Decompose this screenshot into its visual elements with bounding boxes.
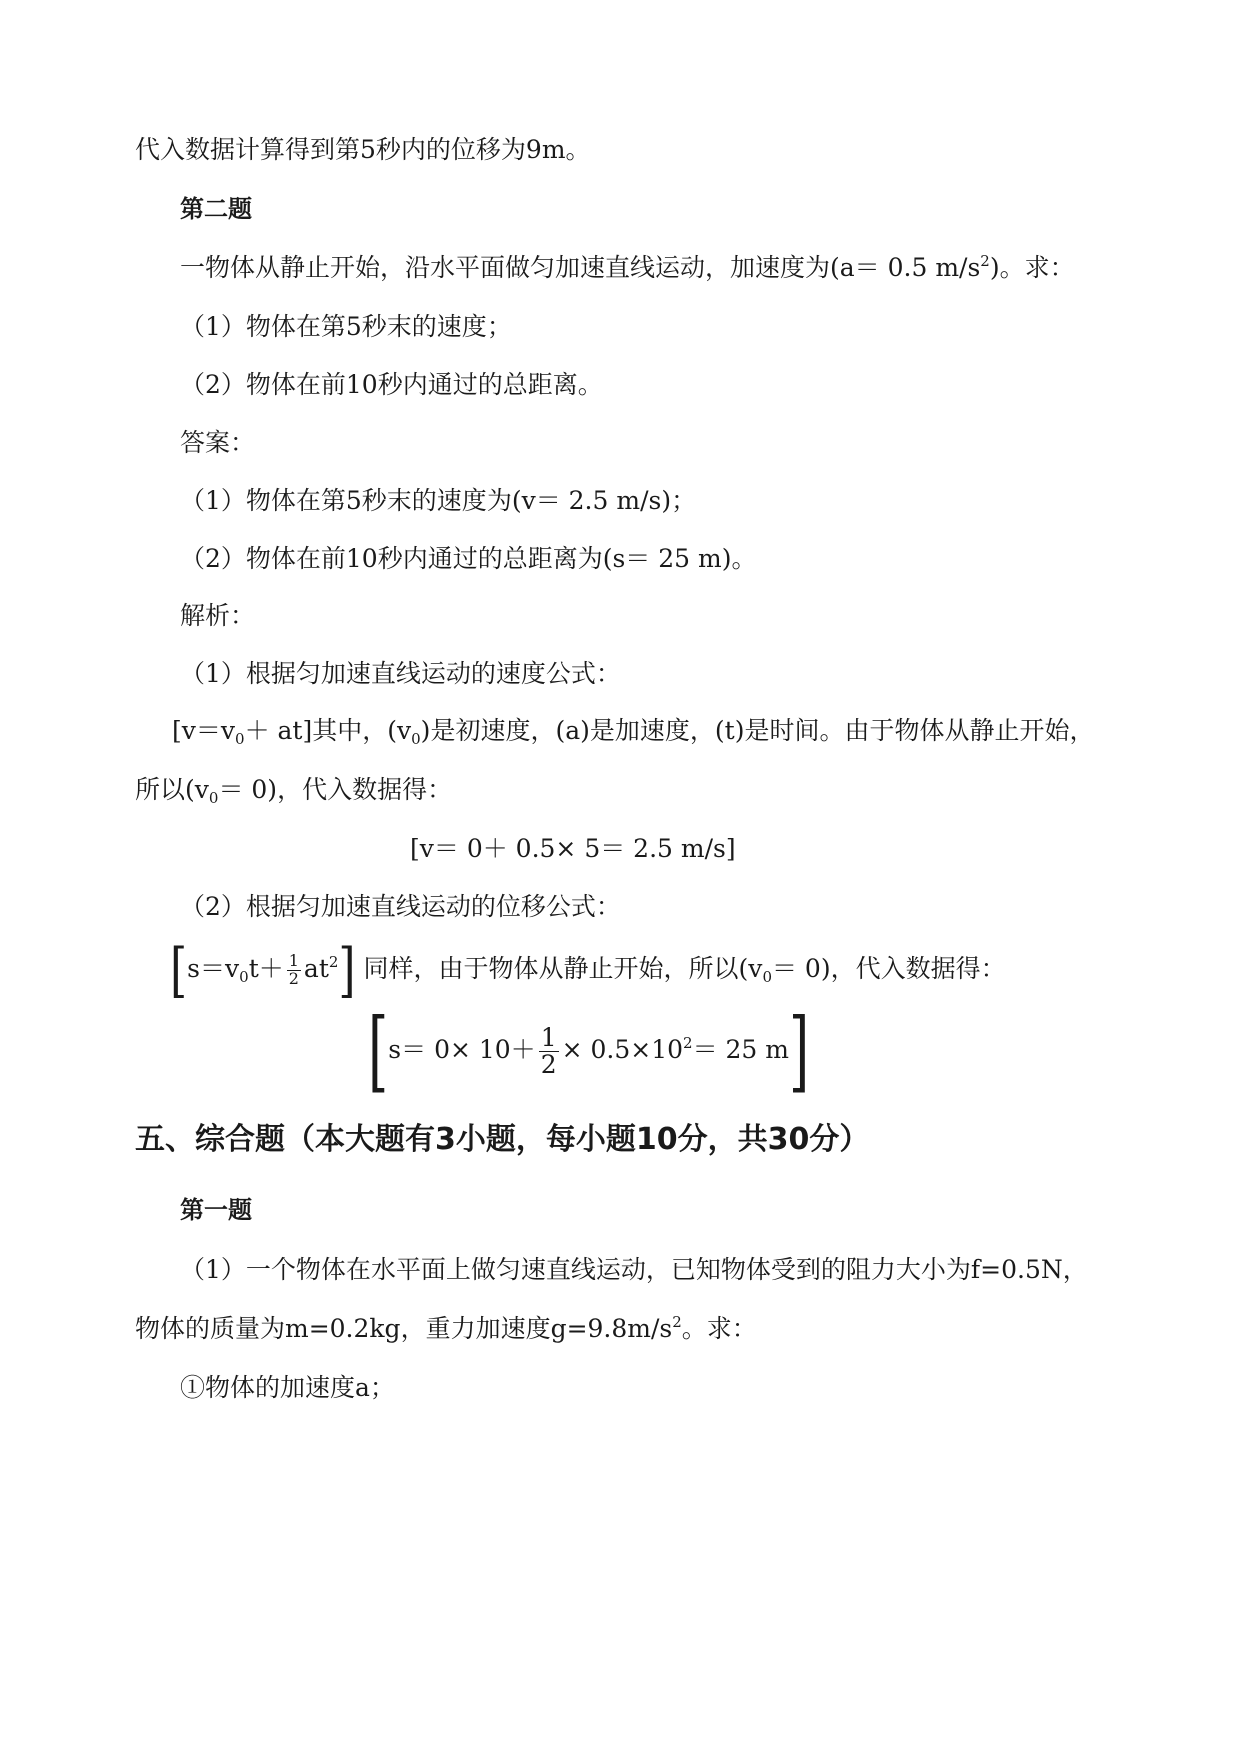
a-symbol: (a) [555, 716, 590, 745]
v0-symbol: $(v_0)$ [387, 716, 431, 748]
stem-text: 一物体从静止开始，沿水平面做匀加速直线运动，加速度为 [180, 253, 831, 282]
answer-2: （2）物体在前10秒内通过的总距离为(s＝ 25 m)。 [180, 544, 757, 573]
question-2-stem [180, 252, 1075, 284]
v0-zero-2: $(v_0= 0)$ [738, 954, 831, 986]
right-bracket: ] [338, 935, 356, 1005]
half-fraction: $\frac{1}{2}$ [288, 951, 299, 988]
half-fraction: $\frac{1}{2}$ [540, 1022, 557, 1079]
analysis-1-heading: （1）根据匀加速直线运动的速度公式： [180, 659, 621, 688]
section-5-question-1-title: 第一题 [180, 1196, 252, 1224]
analysis-2-line-1: [$s=v_0t+$ $\frac{1}{2}$ $at^2$] 同样，由于物体从静止开始，所以$(v_0= 0)$，代入数据得： [170, 935, 1006, 1005]
section-5-title: 五、综合题（本大题有3小题，每小题10分，共30分） [135, 1122, 870, 1157]
analysis-1-equation: [v＝ 0＋ 0.5× 5＝ 2.5 m/s] [410, 834, 736, 863]
analysis-2-equation: [s＝ 0× 10＋ $\frac{1}{2}$ × $0.5\times 10^2= 25$ m] [368, 1000, 810, 1103]
right-bracket: ] [788, 1000, 810, 1103]
section-5-question-1-line-2: 物体的质量为m=0.2kg，重力加速度$g=9.8m/s^2$。求： [135, 1313, 757, 1343]
velocity-formula: $[v=v_0+ at]$ [172, 716, 313, 748]
paragraph-conclusion: 代入数据计算得到第5秒内的位移为9m。 [135, 135, 591, 164]
displacement-formula: $s=v_0t+$ $\frac{1}{2}$ $at^2$ [187, 951, 339, 988]
answer-1: （1）物体在第5秒末的速度为(v＝ 2.5 m/s)； [180, 486, 697, 515]
analysis-2-heading: （2）根据匀加速直线运动的位移公式： [180, 892, 621, 921]
section-5-question-1-line-1: （1）一个物体在水平面上做匀速直线运动，已知物体受到的阻力大小为f=0.5N， [180, 1255, 1088, 1284]
answer-1-formula: (v＝ 2.5 m/s) [511, 486, 672, 515]
left-bracket: [ [368, 1000, 389, 1103]
answer-2-formula: (s＝ 25 m) [602, 544, 732, 573]
analysis-1-line-1: $[v=v_0+ at]$其中，$(v_0)$是初速度，(a)是加速度，(t)是时间。由于物体从静止开始， [172, 716, 1095, 748]
stem-formula: (a＝ 0.5 $m/s^2$) [830, 252, 1000, 282]
analysis-1-line-2: 所以$(v_0= 0)$，代入数据得： [135, 775, 453, 807]
question-2-title: 第二题 [180, 195, 252, 223]
stem-tail: 。求： [999, 253, 1075, 282]
v0-zero: $(v_0= 0)$ [185, 775, 278, 807]
left-bracket: [ [170, 935, 188, 1005]
answer-label: 答案： [180, 428, 256, 457]
analysis-label: 解析： [180, 601, 256, 630]
question-2-item-2: （2）物体在前10秒内通过的总距离。 [180, 370, 603, 399]
section-5-question-1-sub-1: ①物体的加速度a； [180, 1373, 395, 1402]
t-symbol: (t) [714, 716, 745, 745]
question-2-item-1: （1）物体在第5秒末的速度； [180, 312, 512, 341]
